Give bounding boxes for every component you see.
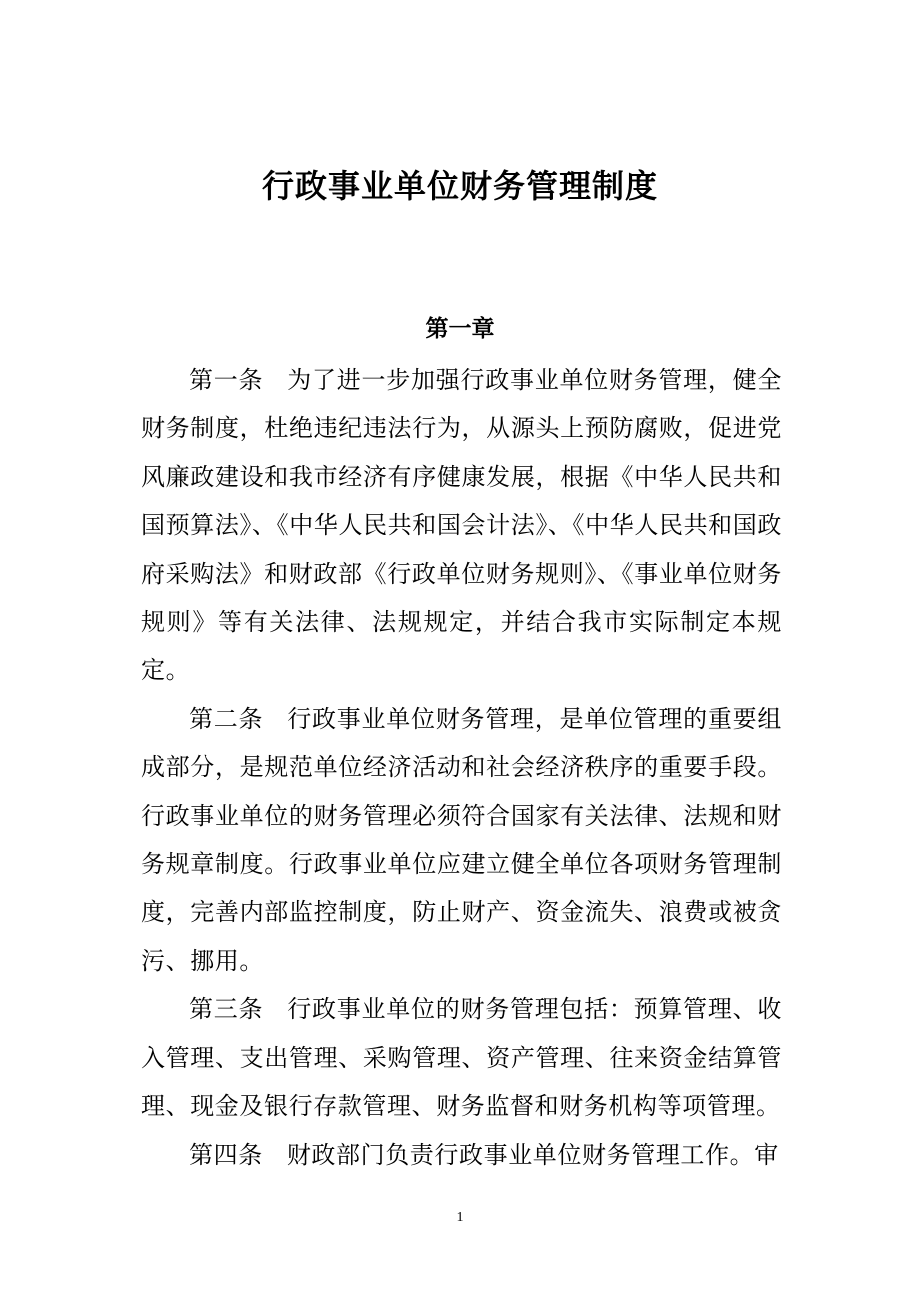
article-text: 行政事业单位财务管理，是单位管理的重要组成部分，是规范单位经济活动和社会经济秩序的重要手段。行政事业单位的财务管理必须符合国家有关法律、法规和财务规章制度。行政事业单位应建立健全单位各项财务管理制度，完善内部监控制度，防止财产、资金流失、浪费或被贪污、挪用。 [141,704,783,975]
article-4 [141,1131,782,1179]
page-number: 1 [456,1210,464,1225]
article-text: 行政事业单位的财务管理包括：预算管理、收入管理、支出管理、采购管理、资产管理、往来资金结算管理、现金及银行存款管理、财务监督和财务机构等项管理。 [141,995,783,1121]
article-3 [141,985,782,1130]
chapter-heading: 第一章 [425,315,495,342]
article-number: 第四条 [189,1140,263,1169]
article-number: 第二条 [189,704,264,733]
article-number: 第一条 [189,366,264,394]
article-number: 第三条 [189,995,264,1024]
article-text: 为了进一步加强行政事业单位财务管理，健全财务制度，杜绝违纪违法行为，从源头上预防腐败，促进党风廉政建设和我市经济有序健康发展，根据《中华人民共和国预算法》、《中华人民共和国会计法》、《中华人民共和国政府采购法》和财政部《行政单位财务规则》、《事业单位财务规则》等有关法律、法规规定，并结合我市实际制定本规定。 [141,366,783,685]
article-2 [141,695,782,985]
article-text: 财政部门负责行政事业单位财务管理工作。审 [286,1140,779,1169]
document-body [141,356,782,1179]
document-title: 行政事业单位财务管理制度 [261,167,658,205]
article-1 [141,356,782,695]
